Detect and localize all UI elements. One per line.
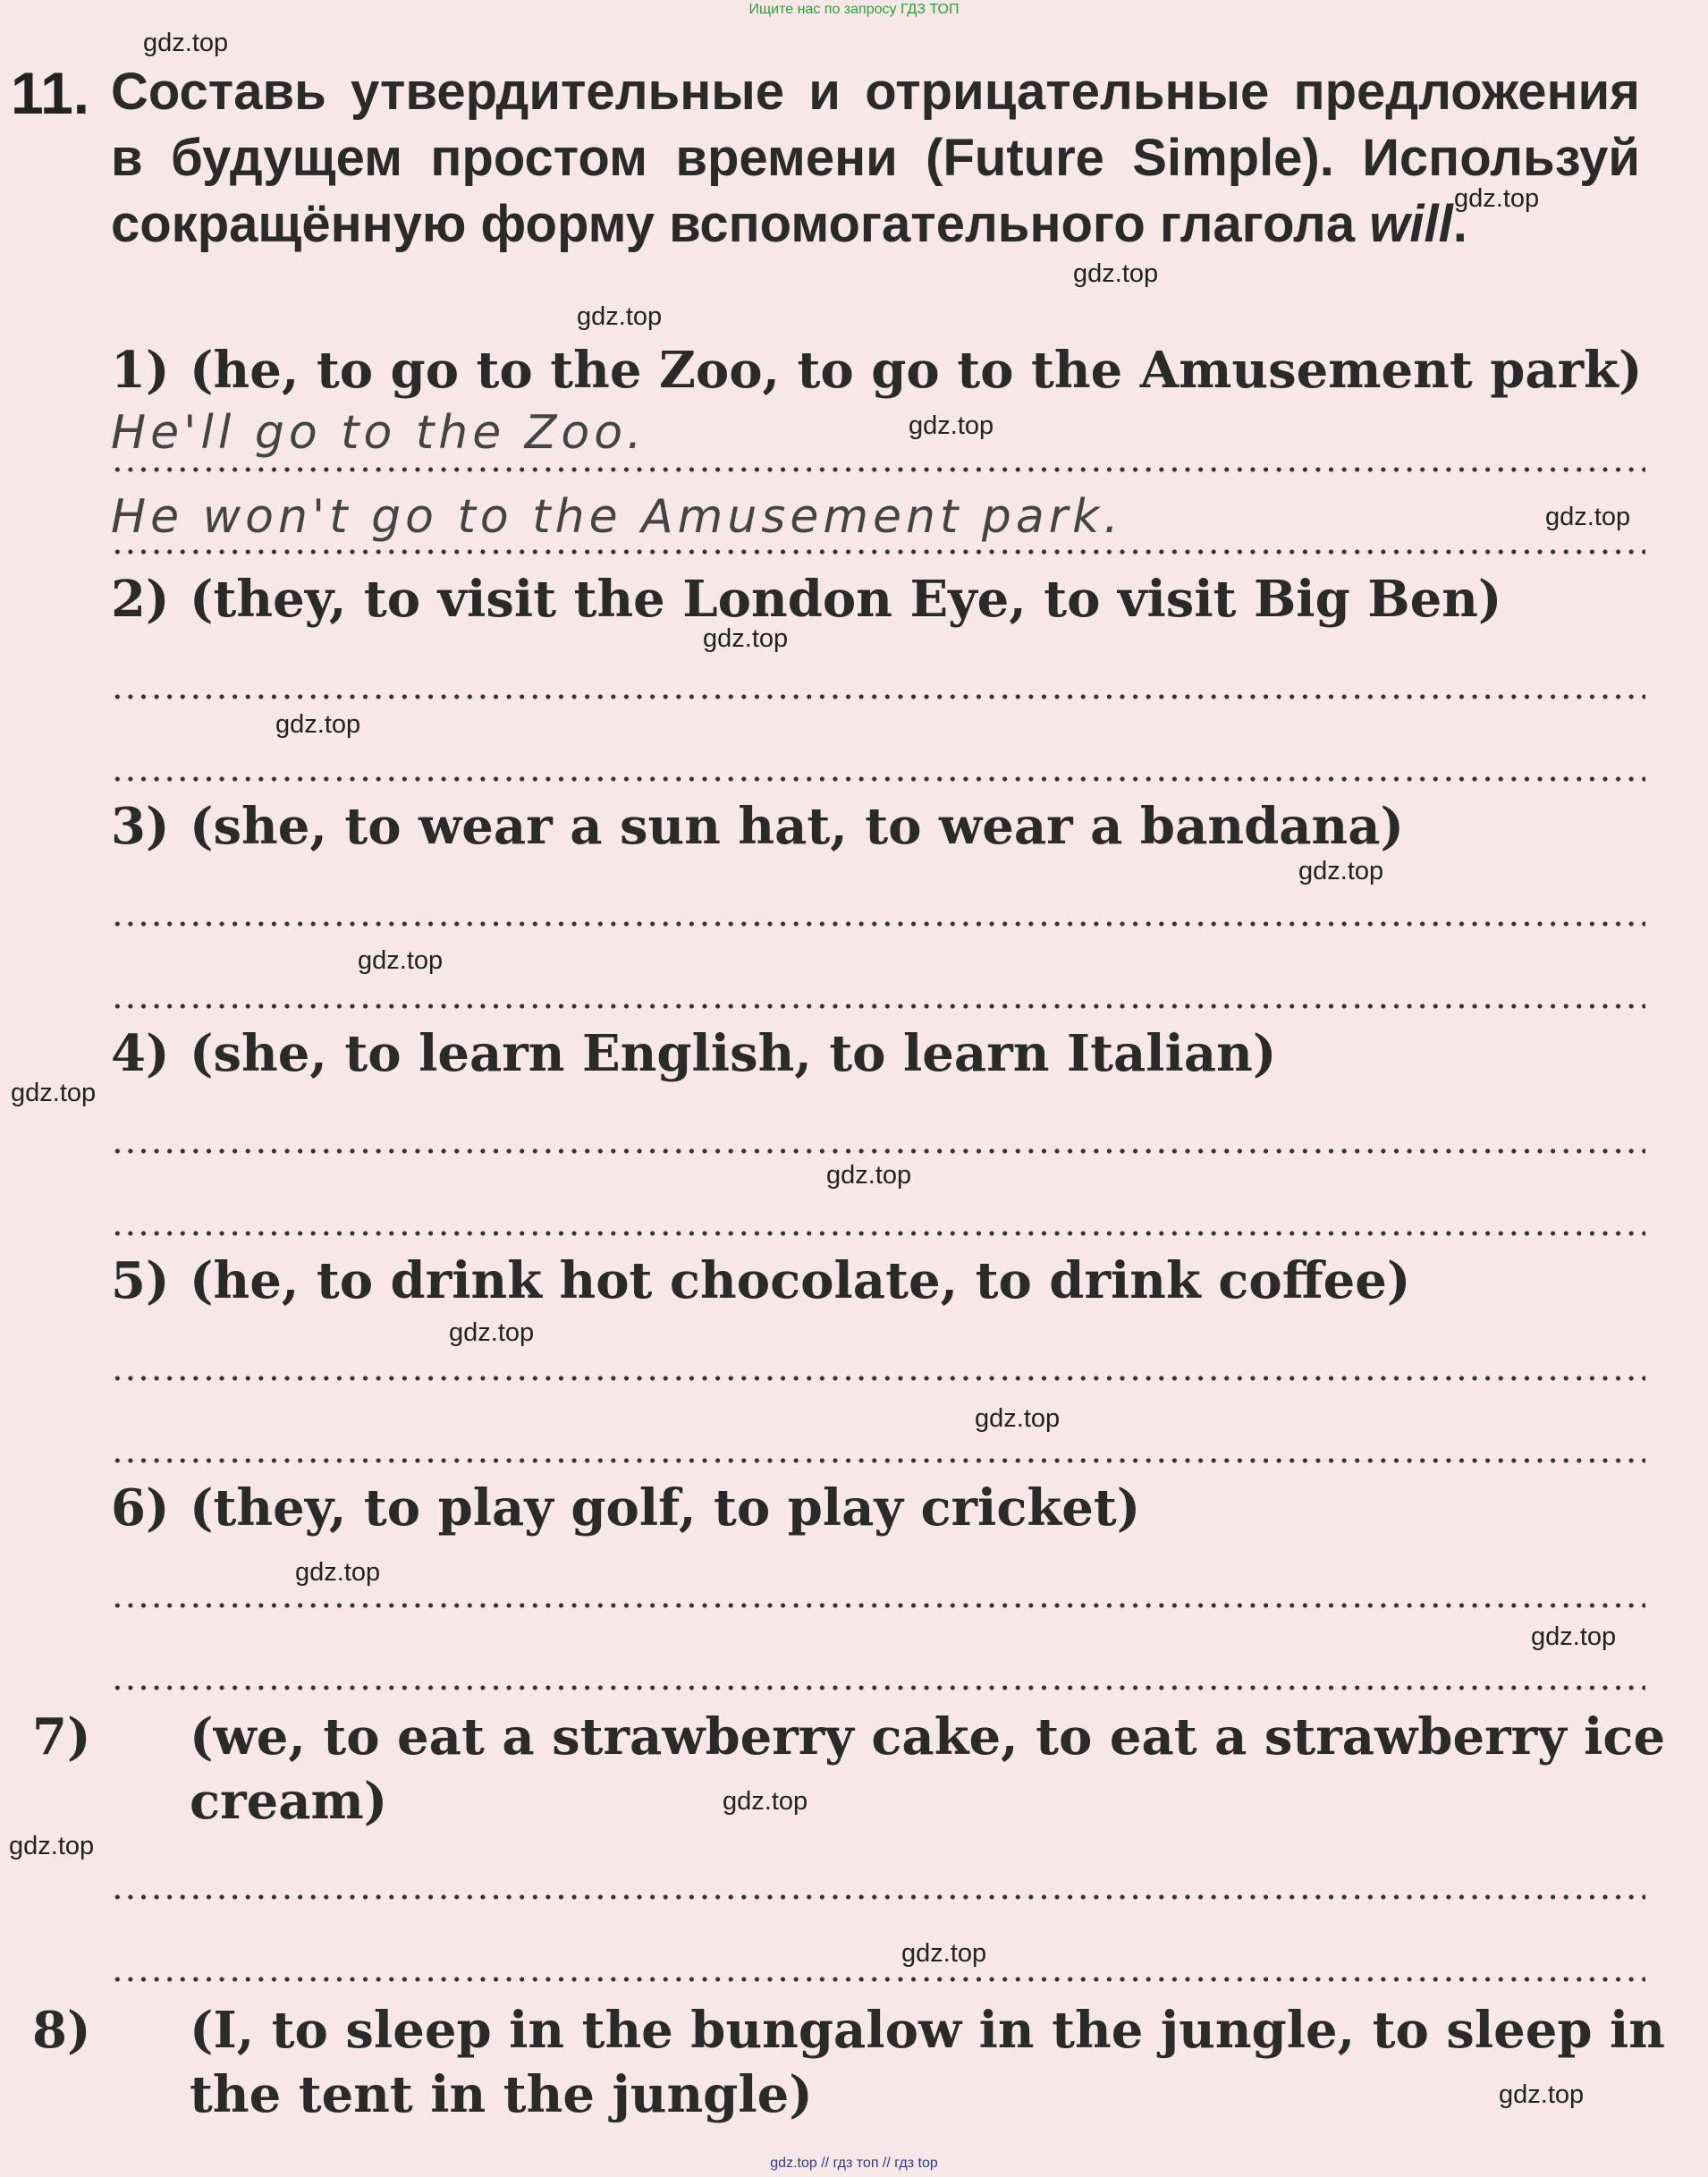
watermark: gdz.top bbox=[975, 1404, 1061, 1433]
answer-line[interactable] bbox=[111, 1458, 1645, 1463]
answer-line-2-text: He won't go to the Amusement park. bbox=[111, 490, 1123, 544]
task-number: 3) bbox=[111, 797, 170, 856]
task-4 bbox=[111, 1021, 1649, 1086]
instruction-end: . bbox=[1452, 195, 1467, 253]
watermark: gdz.top bbox=[295, 1558, 381, 1587]
instruction-keyword: will bbox=[1369, 195, 1453, 253]
bottom-banner: gdz.top // гдз топ // гдз top bbox=[770, 2156, 938, 2171]
task-number: 5) bbox=[111, 1251, 170, 1310]
task-number: 7) bbox=[32, 1707, 91, 1766]
task-1 bbox=[111, 338, 1649, 402]
watermark: gdz.top bbox=[909, 411, 994, 440]
task-prompt: (she, to wear a sun hat, to wear a bandana) bbox=[190, 797, 1404, 856]
task-number: 1) bbox=[111, 341, 170, 400]
watermark: gdz.top bbox=[723, 1787, 808, 1816]
instruction-text: Составь утвердительные и отрицательные предложения в будущем простом времени (Future Simple). Используй сокращённую форму вспомогательного глагола bbox=[111, 63, 1640, 253]
answer-line[interactable] bbox=[111, 921, 1645, 927]
watermark: gdz.top bbox=[577, 302, 663, 331]
watermark: gdz.top bbox=[143, 29, 229, 57]
watermark: gdz.top bbox=[703, 624, 789, 653]
exercise-instructions bbox=[111, 59, 1640, 258]
watermark: gdz.top bbox=[1531, 1622, 1617, 1651]
watermark: gdz.top bbox=[1545, 503, 1631, 531]
answer-line[interactable] bbox=[111, 1685, 1645, 1690]
task-number: 6) bbox=[111, 1478, 170, 1537]
task-number: 8) bbox=[32, 2001, 91, 2060]
task-number: 4) bbox=[111, 1024, 170, 1083]
answer-line[interactable] bbox=[111, 694, 1645, 699]
answer-line[interactable] bbox=[111, 467, 1645, 472]
answer-line[interactable] bbox=[111, 1977, 1645, 1982]
task-number: 2) bbox=[111, 570, 170, 629]
task-5 bbox=[111, 1249, 1649, 1313]
task-prompt: (they, to play golf, to play cricket) bbox=[190, 1478, 1141, 1537]
watermark: gdz.top bbox=[826, 1161, 912, 1190]
answer-line[interactable] bbox=[111, 1148, 1645, 1154]
task-7 bbox=[32, 1705, 1708, 1834]
watermark: gdz.top bbox=[1454, 184, 1540, 213]
answer-line-1-text: He'll go to the Zoo. bbox=[111, 406, 647, 460]
answer-line[interactable] bbox=[111, 1894, 1645, 1900]
watermark: gdz.top bbox=[449, 1318, 535, 1347]
answer-line[interactable] bbox=[111, 1376, 1645, 1381]
task-prompt: (I, to sleep in the bungalow in the jungle, to sleep in the tent in the jungle) bbox=[190, 2001, 1666, 2124]
task-prompt: (she, to learn English, to learn Italian) bbox=[190, 1024, 1277, 1083]
watermark: gdz.top bbox=[901, 1939, 987, 1968]
task-8 bbox=[32, 1998, 1708, 2127]
watermark: gdz.top bbox=[1499, 2080, 1585, 2109]
task-prompt: (he, to go to the Zoo, to go to the Amusement park) bbox=[190, 341, 1643, 400]
task-prompt: (they, to visit the London Eye, to visit Big Ben) bbox=[190, 570, 1502, 629]
answer-line[interactable] bbox=[111, 1004, 1645, 1009]
answer-line[interactable] bbox=[111, 776, 1645, 782]
task-2 bbox=[111, 567, 1649, 631]
answer-line[interactable] bbox=[111, 1231, 1645, 1236]
answer-line[interactable] bbox=[111, 549, 1645, 555]
task-3 bbox=[111, 794, 1649, 859]
watermark: gdz.top bbox=[9, 1832, 95, 1860]
watermark: gdz.top bbox=[1073, 259, 1159, 288]
answer-line[interactable] bbox=[111, 1603, 1645, 1608]
task-prompt: (he, to drink hot chocolate, to drink coffee) bbox=[190, 1251, 1411, 1310]
top-banner: Ищите нас по запросу ГДЗ ТОП bbox=[748, 2, 960, 17]
task-6 bbox=[111, 1476, 1649, 1540]
watermark: gdz.top bbox=[275, 710, 361, 739]
exercise-number: 11. bbox=[11, 60, 90, 126]
watermark: gdz.top bbox=[358, 946, 444, 975]
watermark: gdz.top bbox=[11, 1079, 97, 1107]
watermark: gdz.top bbox=[1298, 857, 1384, 885]
task-prompt: (we, to eat a strawberry cake, to eat a strawberry ice cream) bbox=[190, 1707, 1666, 1831]
